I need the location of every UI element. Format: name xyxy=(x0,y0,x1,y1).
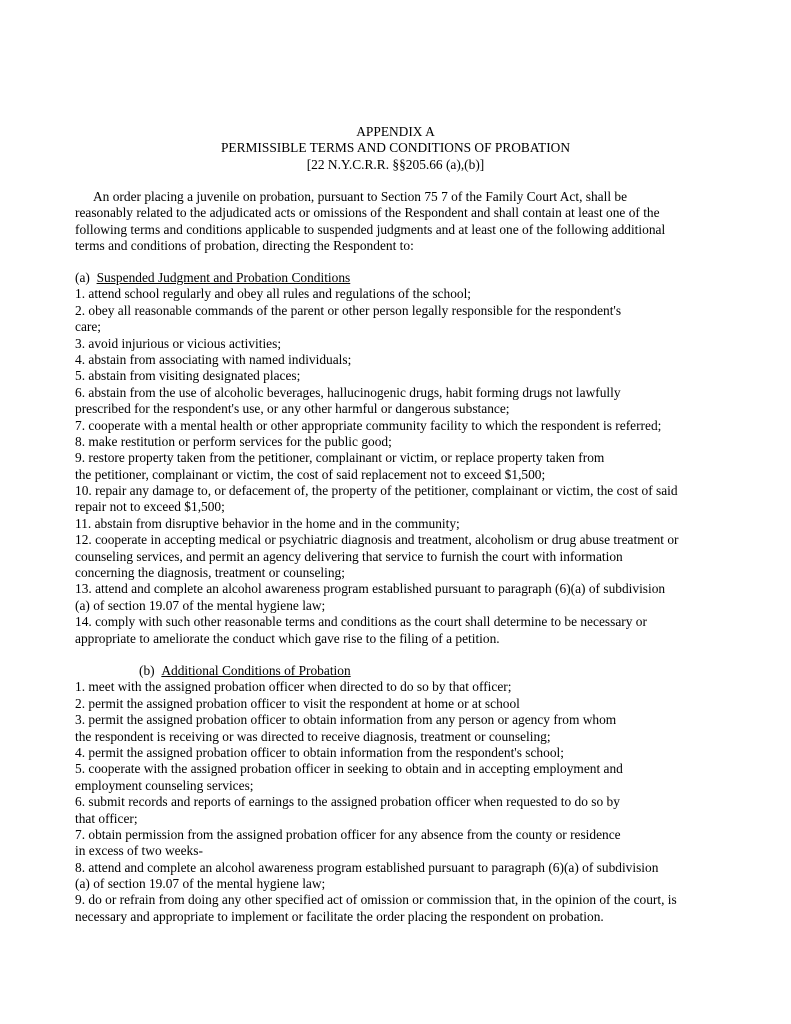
section-a xyxy=(75,270,725,647)
condition-line: 5. cooperate with the assigned probation officer in seeking to obtain and in accepting employment and xyxy=(75,761,623,777)
condition-line: 3. permit the assigned probation officer to obtain information from any person or agency from whom xyxy=(75,712,617,728)
section-b xyxy=(75,663,725,925)
condition-line: 2. permit the assigned probation officer to visit the respondent at home or at school xyxy=(75,695,520,711)
condition-line: appropriate to ameliorate the conduct which gave rise to the filing of a petition. xyxy=(75,630,500,646)
condition-line: 6. submit records and reports of earnings to the assigned probation officer when requested to do so by xyxy=(75,794,620,810)
condition-line: the petitioner, complainant or victim, the cost of said replacement not to exceed $1,500; xyxy=(75,466,546,482)
condition-line: 13. attend and complete an alcohol awareness program established pursuant to paragraph (6)(a) of subdivision xyxy=(75,581,666,597)
intro-line: terms and conditions of probation, directing the Respondent to: xyxy=(75,238,414,254)
appendix-title: APPENDIX A xyxy=(356,124,435,139)
condition-line: prescribed for the respondent's use, or any other harmful or dangerous substance; xyxy=(75,401,510,417)
condition-line: 9. restore property taken from the petitioner, complainant or victim, or replace property taken from xyxy=(75,450,605,466)
condition-line: that officer; xyxy=(75,810,138,826)
intro-line: reasonably related to the adjudicated acts or omissions of the Respondent and shall contain at least one of the xyxy=(75,205,660,221)
condition-line: employment counseling services; xyxy=(75,777,254,793)
section-a-heading xyxy=(75,270,725,286)
condition-line: 11. abstain from disruptive behavior in the home and in the community; xyxy=(75,515,460,531)
condition-line: (a) of section 19.07 of the mental hygiene law; xyxy=(75,597,326,613)
condition-line: 9. do or refrain from doing any other specified act of omission or commission that, in the opinion of the court, is xyxy=(75,892,677,908)
condition-line: 14. comply with such other reasonable terms and conditions as the court shall determine to be necessary or xyxy=(75,614,647,630)
condition-line: 4. permit the assigned probation officer to obtain information from the respondent's school; xyxy=(75,744,564,760)
condition-line: 2. obey all reasonable commands of the parent or other person legally responsible for the respondent's xyxy=(75,302,622,318)
condition-line: in excess of two weeks- xyxy=(75,843,203,859)
document-title: PERMISSIBLE TERMS AND CONDITIONS OF PROBATION xyxy=(220,140,571,156)
condition-line: 6. abstain from the use of alcoholic beverages, hallucinogenic drugs, habit forming drugs not lawfully xyxy=(75,384,621,400)
condition-line: 1. attend school regularly and obey all rules and regulations of the school; xyxy=(75,286,472,302)
section-a-title: Suspended Judgment and Probation Conditions xyxy=(96,270,351,285)
condition-line: 10. repair any damage to, or defacement of, the property of the petitioner, complainant or victim, the cost of said xyxy=(75,483,678,499)
condition-line: 7. obtain permission from the assigned probation officer for any absence from the county or residence xyxy=(75,826,621,842)
condition-line: 4. abstain from associating with named individuals; xyxy=(75,351,352,367)
condition-line: 8. make restitution or perform services for the public good; xyxy=(75,433,392,449)
condition-line: necessary and appropriate to implement or facilitate the order placing the respondent on probation. xyxy=(75,908,604,924)
section-b-prefix: (b) xyxy=(139,663,155,678)
regulation-citation: [22 N.Y.C.R.R. §§205.66 (a),(b)] xyxy=(306,156,485,172)
condition-line: concerning the diagnosis, treatment or counseling; xyxy=(75,565,345,581)
intro-line: An order placing a juvenile on probation, pursuant to Section 75 7 of the Family Court Act, shall be xyxy=(93,189,628,204)
section-a-prefix: (a) xyxy=(75,270,90,285)
section-b-title: Additional Conditions of Probation xyxy=(161,663,351,678)
section-b-heading xyxy=(75,663,725,679)
condition-line: the respondent is receiving or was directed to receive diagnosis, treatment or counseling; xyxy=(75,728,551,744)
condition-line: 8. attend and complete an alcohol awareness program established pursuant to paragraph (6)(a) of subdivision xyxy=(75,859,659,875)
condition-line: repair not to exceed $1,500; xyxy=(75,499,225,515)
condition-line: (a) of section 19.07 of the mental hygiene law; xyxy=(75,876,326,892)
document-header xyxy=(0,124,791,173)
condition-line: care; xyxy=(75,319,102,335)
condition-line: 7. cooperate with a mental health or other appropriate community facility to which the respondent is referred; xyxy=(75,417,662,433)
condition-line: counseling services, and permit an agency delivering that service to furnish the court with information xyxy=(75,548,623,564)
condition-line: 12. cooperate in accepting medical or psychiatric diagnosis and treatment, alcoholism or drug abuse treatment or xyxy=(75,532,679,548)
condition-line: 5. abstain from visiting designated places; xyxy=(75,368,301,384)
intro-paragraph xyxy=(75,189,725,255)
condition-line: 1. meet with the assigned probation officer when directed to do so by that officer; xyxy=(75,679,512,695)
intro-line: following terms and conditions applicable to suspended judgments and at least one of the following additional xyxy=(75,221,666,237)
condition-line: 3. avoid injurious or vicious activities; xyxy=(75,335,282,351)
